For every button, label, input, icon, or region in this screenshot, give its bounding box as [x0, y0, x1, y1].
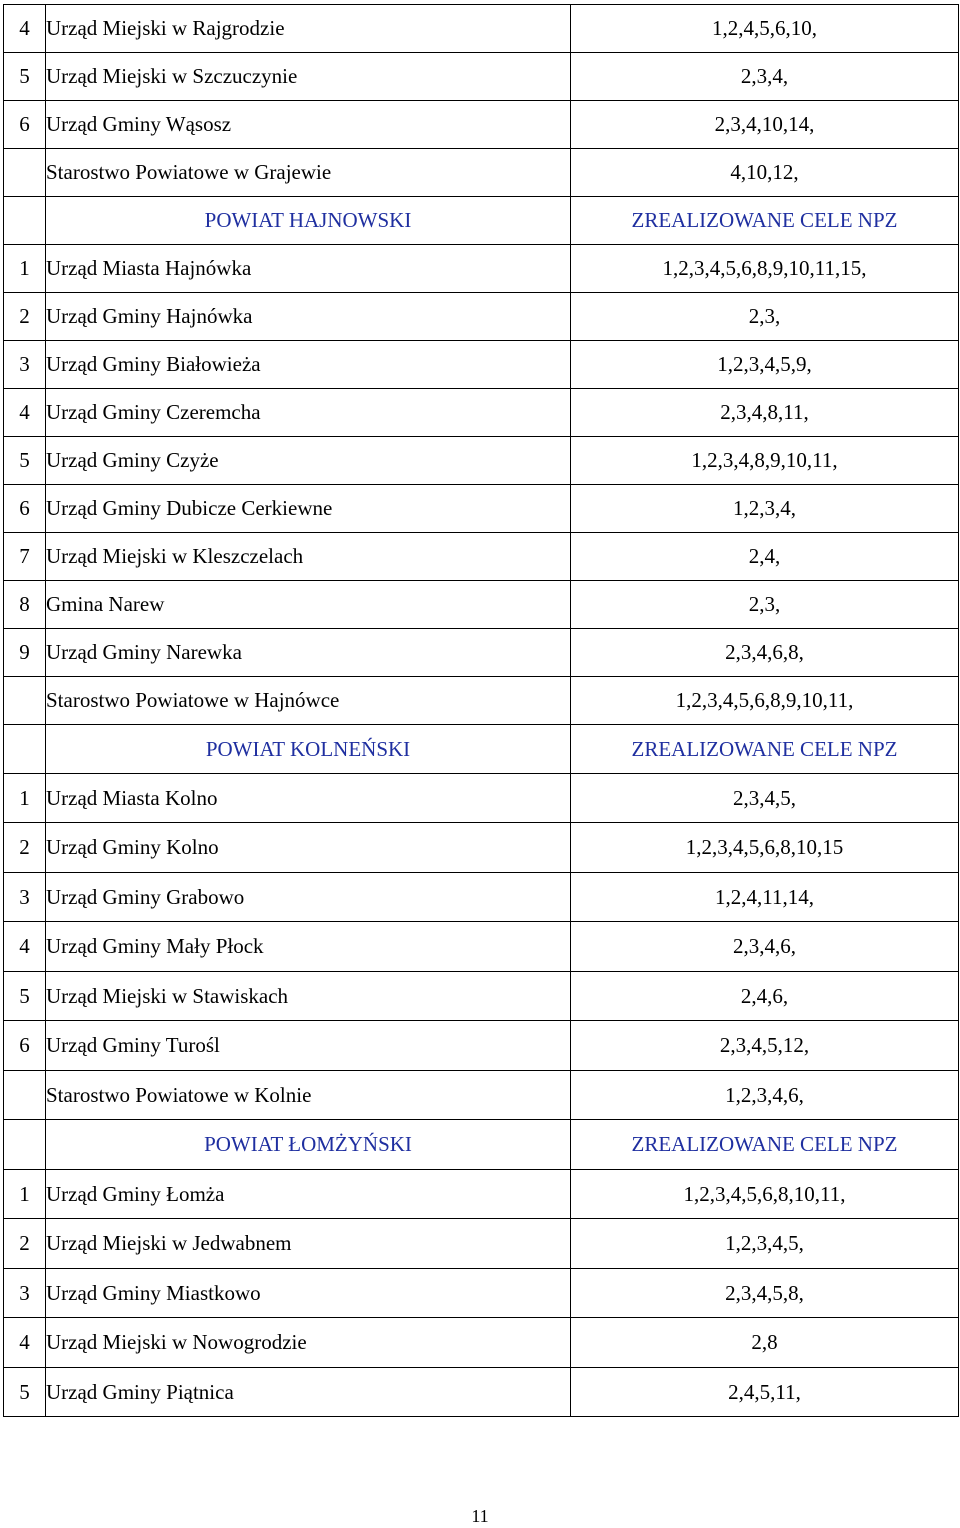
office-name-cell: Urząd Gminy Miastkowo [46, 1269, 571, 1318]
table-row [4, 293, 959, 341]
office-name-cell: Urząd Gminy Kolno [46, 823, 571, 873]
goals-cell: 2,3,4,6,8, [571, 629, 959, 677]
goals-cell: 2,8 [571, 1318, 959, 1368]
goals-cell: 4,10,12, [571, 149, 959, 197]
row-number-cell: 4 [4, 1318, 46, 1368]
row-number-cell: 7 [4, 533, 46, 581]
goals-cell: 2,3,4,5, [571, 774, 959, 823]
goals-cell: 1,2,3,4,5,9, [571, 341, 959, 389]
table-row [4, 629, 959, 677]
office-name-cell: Urząd Miejski w Szczuczynie [46, 53, 571, 101]
row-number-cell: 5 [4, 437, 46, 485]
office-name-cell: Starostwo Powiatowe w Kolnie [46, 1071, 571, 1120]
office-name-cell: Urząd Gminy Mały Płock [46, 922, 571, 972]
office-name-cell: Urząd Gminy Narewka [46, 629, 571, 677]
goals-cell: 1,2,3,4,5,6,8,9,10,11,15, [571, 245, 959, 293]
table-row [4, 101, 959, 149]
office-name-cell: Urząd Miasta Kolno [46, 774, 571, 823]
goals-cell: 1,2,3,4,5,6,8,9,10,11, [571, 677, 959, 725]
row-number-cell: 4 [4, 922, 46, 972]
table-row [4, 1071, 959, 1120]
goals-cell: 1,2,3,4,6, [571, 1071, 959, 1120]
section-title-cell: POWIAT KOLNEŃSKI [46, 725, 571, 774]
row-number-cell: 6 [4, 485, 46, 533]
row-number-cell: 4 [4, 5, 46, 53]
goals-cell: 2,3,4,5,8, [571, 1269, 959, 1318]
page-number: 11 [471, 1506, 489, 1526]
table-row [4, 1269, 959, 1318]
goals-cell: 2,3,4,6, [571, 922, 959, 972]
table-row [4, 972, 959, 1021]
office-name-cell: Urząd Miasta Hajnówka [46, 245, 571, 293]
row-number-cell: 1 [4, 774, 46, 823]
goals-cell: 1,2,3,4,8,9,10,11, [571, 437, 959, 485]
goals-cell: 1,2,3,4,5,6,8,10,15 [571, 823, 959, 873]
goals-cell: 2,3,4, [571, 53, 959, 101]
row-number-cell: 2 [4, 823, 46, 873]
table-row [4, 389, 959, 437]
goals-cell: 2,3, [571, 293, 959, 341]
section-header-row [4, 197, 959, 245]
table-row [4, 677, 959, 725]
row-number-cell: 5 [4, 1368, 46, 1417]
row-number-cell: 3 [4, 873, 46, 922]
goals-cell: 2,3,4,8,11, [571, 389, 959, 437]
table-row [4, 873, 959, 922]
npz-goals-table [3, 4, 959, 1417]
table-row [4, 341, 959, 389]
office-name-cell: Urząd Gminy Białowieża [46, 341, 571, 389]
office-name-cell: Urząd Gminy Wąsosz [46, 101, 571, 149]
office-name-cell: Urząd Gminy Czeremcha [46, 389, 571, 437]
section-goals-header-cell: ZREALIZOWANE CELE NPZ [571, 197, 959, 245]
row-number-cell: 5 [4, 53, 46, 101]
table-row [4, 1021, 959, 1071]
goals-cell: 1,2,4,11,14, [571, 873, 959, 922]
table-row [4, 437, 959, 485]
row-number-cell: 3 [4, 341, 46, 389]
office-name-cell: Gmina Narew [46, 581, 571, 629]
row-number-cell [4, 1071, 46, 1120]
office-name-cell: Urząd Gminy Hajnówka [46, 293, 571, 341]
office-name-cell: Urząd Miejski w Stawiskach [46, 972, 571, 1021]
table-row [4, 1219, 959, 1269]
goals-cell: 1,2,3,4, [571, 485, 959, 533]
row-number-cell: 3 [4, 1269, 46, 1318]
table-row [4, 149, 959, 197]
table-row [4, 485, 959, 533]
row-number-cell [4, 677, 46, 725]
office-name-cell: Urząd Gminy Grabowo [46, 873, 571, 922]
goals-cell: 2,4,5,11, [571, 1368, 959, 1417]
goals-cell: 2,4,6, [571, 972, 959, 1021]
table-row [4, 1170, 959, 1219]
row-number-cell: 2 [4, 1219, 46, 1269]
row-number-cell: 1 [4, 1170, 46, 1219]
goals-cell: 1,2,3,4,5, [571, 1219, 959, 1269]
office-name-cell: Urząd Gminy Piątnica [46, 1368, 571, 1417]
row-number-cell [4, 197, 46, 245]
office-name-cell: Urząd Miejski w Rajgrodzie [46, 5, 571, 53]
row-number-cell: 5 [4, 972, 46, 1021]
section-title-cell: POWIAT ŁOMŻYŃSKI [46, 1120, 571, 1170]
table-row [4, 533, 959, 581]
row-number-cell: 8 [4, 581, 46, 629]
row-number-cell: 9 [4, 629, 46, 677]
office-name-cell: Urząd Gminy Dubicze Cerkiewne [46, 485, 571, 533]
table-row [4, 5, 959, 53]
office-name-cell: Urząd Miejski w Kleszczelach [46, 533, 571, 581]
office-name-cell: Urząd Miejski w Nowogrodzie [46, 1318, 571, 1368]
goals-cell: 1,2,3,4,5,6,8,10,11, [571, 1170, 959, 1219]
office-name-cell: Starostwo Powiatowe w Hajnówce [46, 677, 571, 725]
table-row [4, 245, 959, 293]
table-row [4, 53, 959, 101]
office-name-cell: Urząd Miejski w Jedwabnem [46, 1219, 571, 1269]
goals-cell: 2,3,4,5,12, [571, 1021, 959, 1071]
section-goals-header-cell: ZREALIZOWANE CELE NPZ [571, 725, 959, 774]
section-title-cell: POWIAT HAJNOWSKI [46, 197, 571, 245]
table-row [4, 774, 959, 823]
goals-cell: 2,3, [571, 581, 959, 629]
table-row [4, 922, 959, 972]
table-row [4, 1318, 959, 1368]
section-header-row [4, 1120, 959, 1170]
office-name-cell: Urząd Gminy Turośl [46, 1021, 571, 1071]
goals-cell: 2,3,4,10,14, [571, 101, 959, 149]
row-number-cell [4, 725, 46, 774]
row-number-cell: 6 [4, 1021, 46, 1071]
row-number-cell [4, 1120, 46, 1170]
section-header-row [4, 725, 959, 774]
goals-cell: 2,4, [571, 533, 959, 581]
office-name-cell: Urząd Gminy Czyże [46, 437, 571, 485]
row-number-cell: 6 [4, 101, 46, 149]
table-row [4, 581, 959, 629]
row-number-cell: 4 [4, 389, 46, 437]
office-name-cell: Urząd Gminy Łomża [46, 1170, 571, 1219]
table-body [4, 5, 959, 1417]
office-name-cell: Starostwo Powiatowe w Grajewie [46, 149, 571, 197]
goals-cell: 1,2,4,5,6,10, [571, 5, 959, 53]
row-number-cell: 1 [4, 245, 46, 293]
row-number-cell [4, 149, 46, 197]
row-number-cell: 2 [4, 293, 46, 341]
section-goals-header-cell: ZREALIZOWANE CELE NPZ [571, 1120, 959, 1170]
table-row [4, 1368, 959, 1417]
table-row [4, 823, 959, 873]
